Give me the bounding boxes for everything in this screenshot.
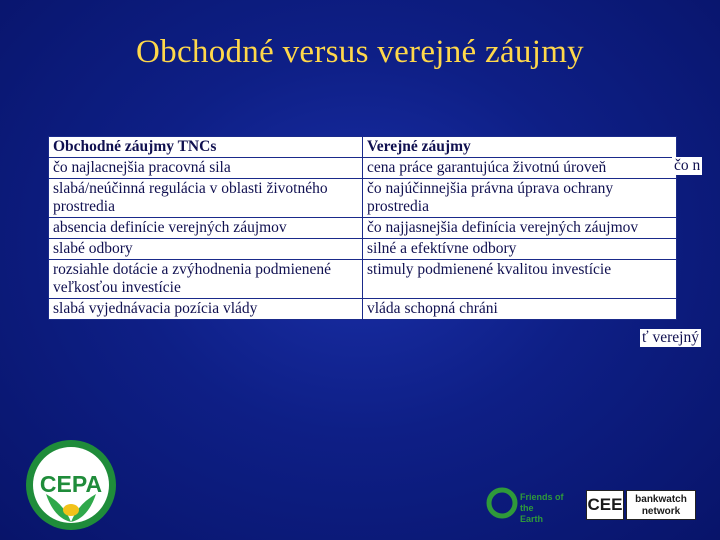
comparison-table — [48, 136, 676, 320]
overflow-text-row1: čo n — [674, 157, 701, 174]
cell-business: absencia definície verejných záujmov — [49, 218, 363, 239]
table-row — [49, 260, 677, 299]
cell-business: slabé odbory — [49, 239, 363, 260]
table-row — [49, 218, 677, 239]
cell-business: čo najlacnejšia pracovná sila — [49, 158, 363, 179]
slide-title: Obchodné versus verejné záujmy — [136, 34, 584, 70]
cell-public: čo najúčinnejšia právna úprava ochrany prostredia — [363, 179, 677, 218]
table-row — [49, 158, 677, 179]
fe-logo-line2: Earth — [520, 514, 544, 524]
table-header-row — [49, 137, 677, 158]
friends-of-earth-logo — [486, 484, 578, 522]
cepa-logo-label: CEPA — [39, 471, 103, 497]
header-public-interests: Verejné záujmy — [363, 137, 677, 158]
cell-public: silné a efektívne odbory — [363, 239, 677, 260]
table-row — [49, 299, 677, 320]
table-row — [49, 239, 677, 260]
bankwatch-line1: bankwatch — [635, 494, 687, 505]
fe-logo-line1: Friends of the — [520, 492, 564, 513]
header-business-interests: Obchodné záujmy TNCs — [49, 137, 363, 158]
bankwatch-line2: network — [641, 506, 681, 517]
cell-public: cena práce garantujúca životnú úroveň — [363, 158, 677, 179]
cepa-logo — [24, 438, 118, 532]
overflow-text-row6: ť verejný — [642, 329, 699, 346]
cee-bankwatch-logo — [586, 490, 696, 520]
cepa-logo-icon — [24, 438, 118, 532]
table-row — [49, 179, 677, 218]
cee-label: CEE — [586, 490, 624, 520]
cell-business: slabá vyjednávacia pozícia vlády — [49, 299, 363, 320]
cell-public: čo najjasnejšia definícia verejných záujmov — [363, 218, 677, 239]
cell-public: vláda schopná chráni — [363, 299, 677, 320]
cell-business: slabá/neúčinná regulácia v oblasti životného prostredia — [49, 179, 363, 218]
earth-circle-icon — [486, 487, 518, 519]
cell-business: rozsiahle dotácie a zvýhodnenia podmienené veľkosťou investície — [49, 260, 363, 299]
cell-public: stimuly podmienené kvalitou investície — [363, 260, 677, 299]
